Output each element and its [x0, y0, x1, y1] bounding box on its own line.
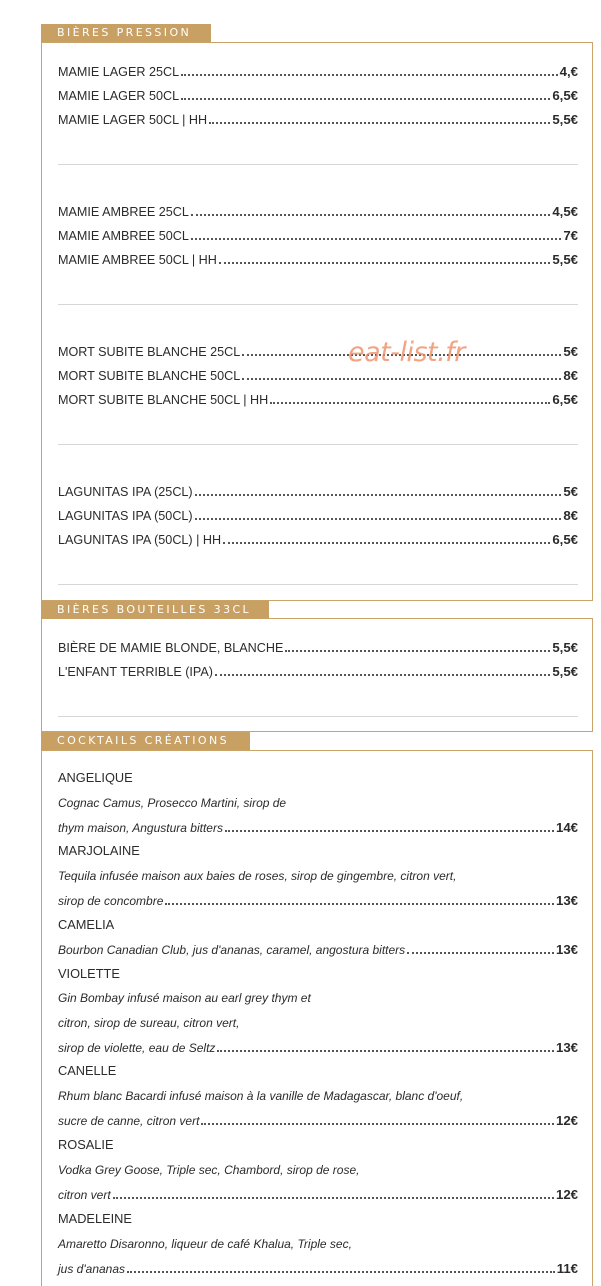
- cocktail-name: CAMELIA: [58, 917, 115, 932]
- divider: [58, 304, 578, 305]
- cocktail-name: ROSALIE: [58, 1137, 114, 1152]
- divider: [58, 584, 578, 585]
- menu-item: MAMIE AMBREE 25CL 4,5€: [58, 204, 578, 219]
- menu-item: LAGUNITAS IPA (50CL) 8€: [58, 508, 578, 523]
- menu-item: jus d'ananas 11€: [58, 1261, 578, 1276]
- menu-item: L'ENFANT TERRIBLE (IPA) 5,5€: [58, 664, 578, 679]
- cocktail-name: VIOLETTE: [58, 966, 120, 981]
- cocktail-name: CANELLE: [58, 1063, 117, 1078]
- section-title-pression: BIÈRES PRESSION: [41, 24, 211, 42]
- menu-item: MORT SUBITE BLANCHE 50CL | HH 6,5€: [58, 392, 578, 407]
- cocktail-description: Cognac Camus, Prosecco Martini, sirop de: [58, 796, 287, 810]
- cocktail-description: Gin Bombay infusé maison au earl grey thym et: [58, 991, 311, 1005]
- menu-item: LAGUNITAS IPA (25CL) 5€: [58, 484, 578, 499]
- menu-item: thym maison, Angustura bitters 14€: [58, 820, 578, 835]
- cocktail-description: Vodka Grey Goose, Triple sec, Chambord, sirop de rose,: [58, 1163, 360, 1177]
- cocktail-description: citron, sirop de sureau, citron vert,: [58, 1016, 240, 1030]
- menu-item: MAMIE LAGER 50CL 6,5€: [58, 88, 578, 103]
- divider: [58, 164, 578, 165]
- menu-item: MAMIE LAGER 25CL 4,€: [58, 64, 578, 79]
- cocktail-description: Amaretto Disaronno, liqueur de café Khalua, Triple sec,: [58, 1237, 352, 1251]
- menu-item: BIÈRE DE MAMIE BLONDE, BLANCHE 5,5€: [58, 640, 578, 655]
- cocktail-description: Rhum blanc Bacardi infusé maison à la vanille de Madagascar, blanc d'oeuf,: [58, 1089, 464, 1103]
- menu-item: citron vert 12€: [58, 1187, 578, 1202]
- menu-item: MORT SUBITE BLANCHE 50CL 8€: [58, 368, 578, 383]
- cocktail-description: Tequila infusée maison aux baies de roses, sirop de gingembre, citron vert,: [58, 869, 457, 883]
- menu-item: MAMIE AMBREE 50CL | HH 5,5€: [58, 252, 578, 267]
- menu-item: sucre de canne, citron vert 12€: [58, 1113, 578, 1128]
- menu-item: LAGUNITAS IPA (50CL) | HH 6,5€: [58, 532, 578, 547]
- menu-item: Bourbon Canadian Club, jus d'ananas, caramel, angostura bitters 13€: [58, 942, 578, 957]
- menu-item: MAMIE LAGER 50CL | HH 5,5€: [58, 112, 578, 127]
- cocktail-name: ANGELIQUE: [58, 770, 133, 785]
- section-title-bouteilles: BIÈRES BOUTEILLES 33CL: [41, 601, 269, 619]
- cocktail-name: MARJOLAINE: [58, 843, 140, 858]
- menu-item: sirop de concombre 13€: [58, 893, 578, 908]
- section-title-cocktails: COCKTAILS CRÉATIONS: [41, 732, 250, 750]
- menu-item: sirop de violette, eau de Seltz 13€: [58, 1040, 578, 1055]
- menu-item: MAMIE AMBREE 50CL 7€: [58, 228, 578, 243]
- divider: [58, 444, 578, 445]
- menu-item: MORT SUBITE BLANCHE 25CL 5€: [58, 344, 578, 359]
- divider: [58, 716, 578, 717]
- cocktail-name: MADELEINE: [58, 1211, 132, 1226]
- watermark: eat-list.fr: [348, 337, 465, 368]
